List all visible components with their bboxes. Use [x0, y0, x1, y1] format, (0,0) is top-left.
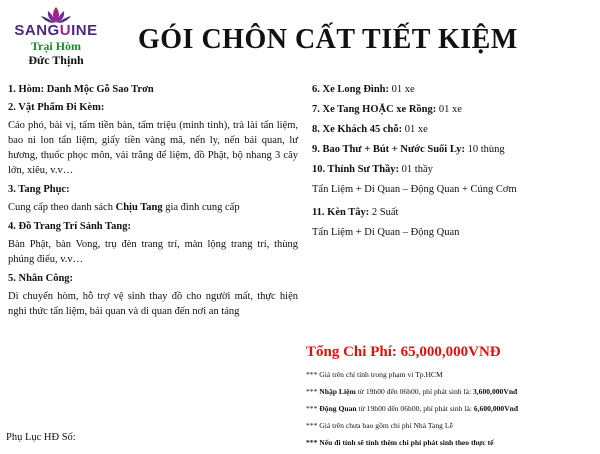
note-3: *** Động Quan từ 19h00 đến 06h00, phí phát sinh là: 6,600,000Vnđ: [306, 404, 519, 413]
item-2-heading: 2. Vật Phẩm Đi Kèm:: [8, 102, 105, 113]
page-title: GÓI CHÔN CẤT TIẾT KIỆM: [138, 24, 518, 55]
note-5: *** Nếu đi tỉnh sẽ tính thêm chi phí phát sinh theo thực tế: [306, 438, 494, 447]
note-2: *** Nhập Liệm từ 19h00 đến 06h00, phí phát sinh là: 3,600,000Vnđ: [306, 387, 518, 396]
logo: [6, 6, 106, 67]
item-6: 6. Xe Long Đình: 01 xe: [312, 84, 415, 95]
item-11: 11. Kèn Tây: 2 Suất: [312, 207, 399, 218]
item-9: 9. Bao Thư + Bút + Nước Suối Ly: 10 thùng: [312, 144, 505, 155]
brand-name: SANGUINE: [14, 22, 98, 39]
note-1: *** Giá trên chỉ tính trong phạm vi Tp.HCM: [306, 370, 443, 379]
item-5-heading: 5. Nhân Công:: [8, 273, 74, 284]
total-cost: Tổng Chi Phí: 65,000,000VNĐ: [306, 344, 501, 360]
note-4: *** Giá trên chưa bao gồm chi phí Nhà Tang Lễ: [306, 421, 453, 430]
item-5-text: Di chuyển hòm, hỗ trợ vệ sinh thay đồ cho người mất, thực hiện nghi thức tẩn liệm, bái quan và di quan đến nơi an táng: [8, 291, 298, 317]
item-8: 8. Xe Khách 45 chỗ: 01 xe: [312, 124, 428, 135]
brand-location: Đức Thịnh: [28, 53, 84, 67]
item-10-text: Tẩn Liệm + Di Quan – Động Quan + Cúng Cơm: [312, 184, 517, 195]
item-3-text: Cung cấp theo danh sách Chịu Tang gia đình cung cấp: [8, 202, 240, 213]
item-3-heading: 3. Tang Phục:: [8, 184, 70, 195]
item-4-heading: 4. Đồ Trang Trí Sảnh Tang:: [8, 221, 131, 232]
contract-annex-label: Phụ Lục HĐ Số:: [6, 432, 76, 443]
brand-subtitle: Trại Hòm: [30, 39, 82, 53]
item-10: 10. Thỉnh Sư Thầy: 01 thầy: [312, 164, 433, 175]
item-1-heading: 1. Hòm: Danh Mộc Gỗ Sao Trơn: [8, 84, 154, 95]
left-column: [8, 80, 298, 323]
item-4-text: Bàn Phật, bàn Vong, trụ đèn trang trí, màn lộng trang trí, thùng phúng điếu, v.v…: [8, 239, 298, 265]
item-2-text: Cáo phó, bài vị, tấm tiền bàn, tấm triệu (minh tinh), trà lài tẩn liệm, bao ni lon tẩn liệm, giấy tiền vàng mã, nến ly, nến bái quan, lư hương, thuốc phọc môn, vải trắng để liệm, đồ Phật, bộ nhang 3 cây lớn, xiêu, v.v…: [8, 120, 298, 176]
item-11-text: Tẩn Liệm + Di Quan – Động Quan: [312, 227, 460, 238]
notes: [306, 369, 598, 454]
right-column: [312, 80, 597, 248]
item-7: 7. Xe Tang HOẶC xe Rồng: 01 xe: [312, 104, 462, 115]
